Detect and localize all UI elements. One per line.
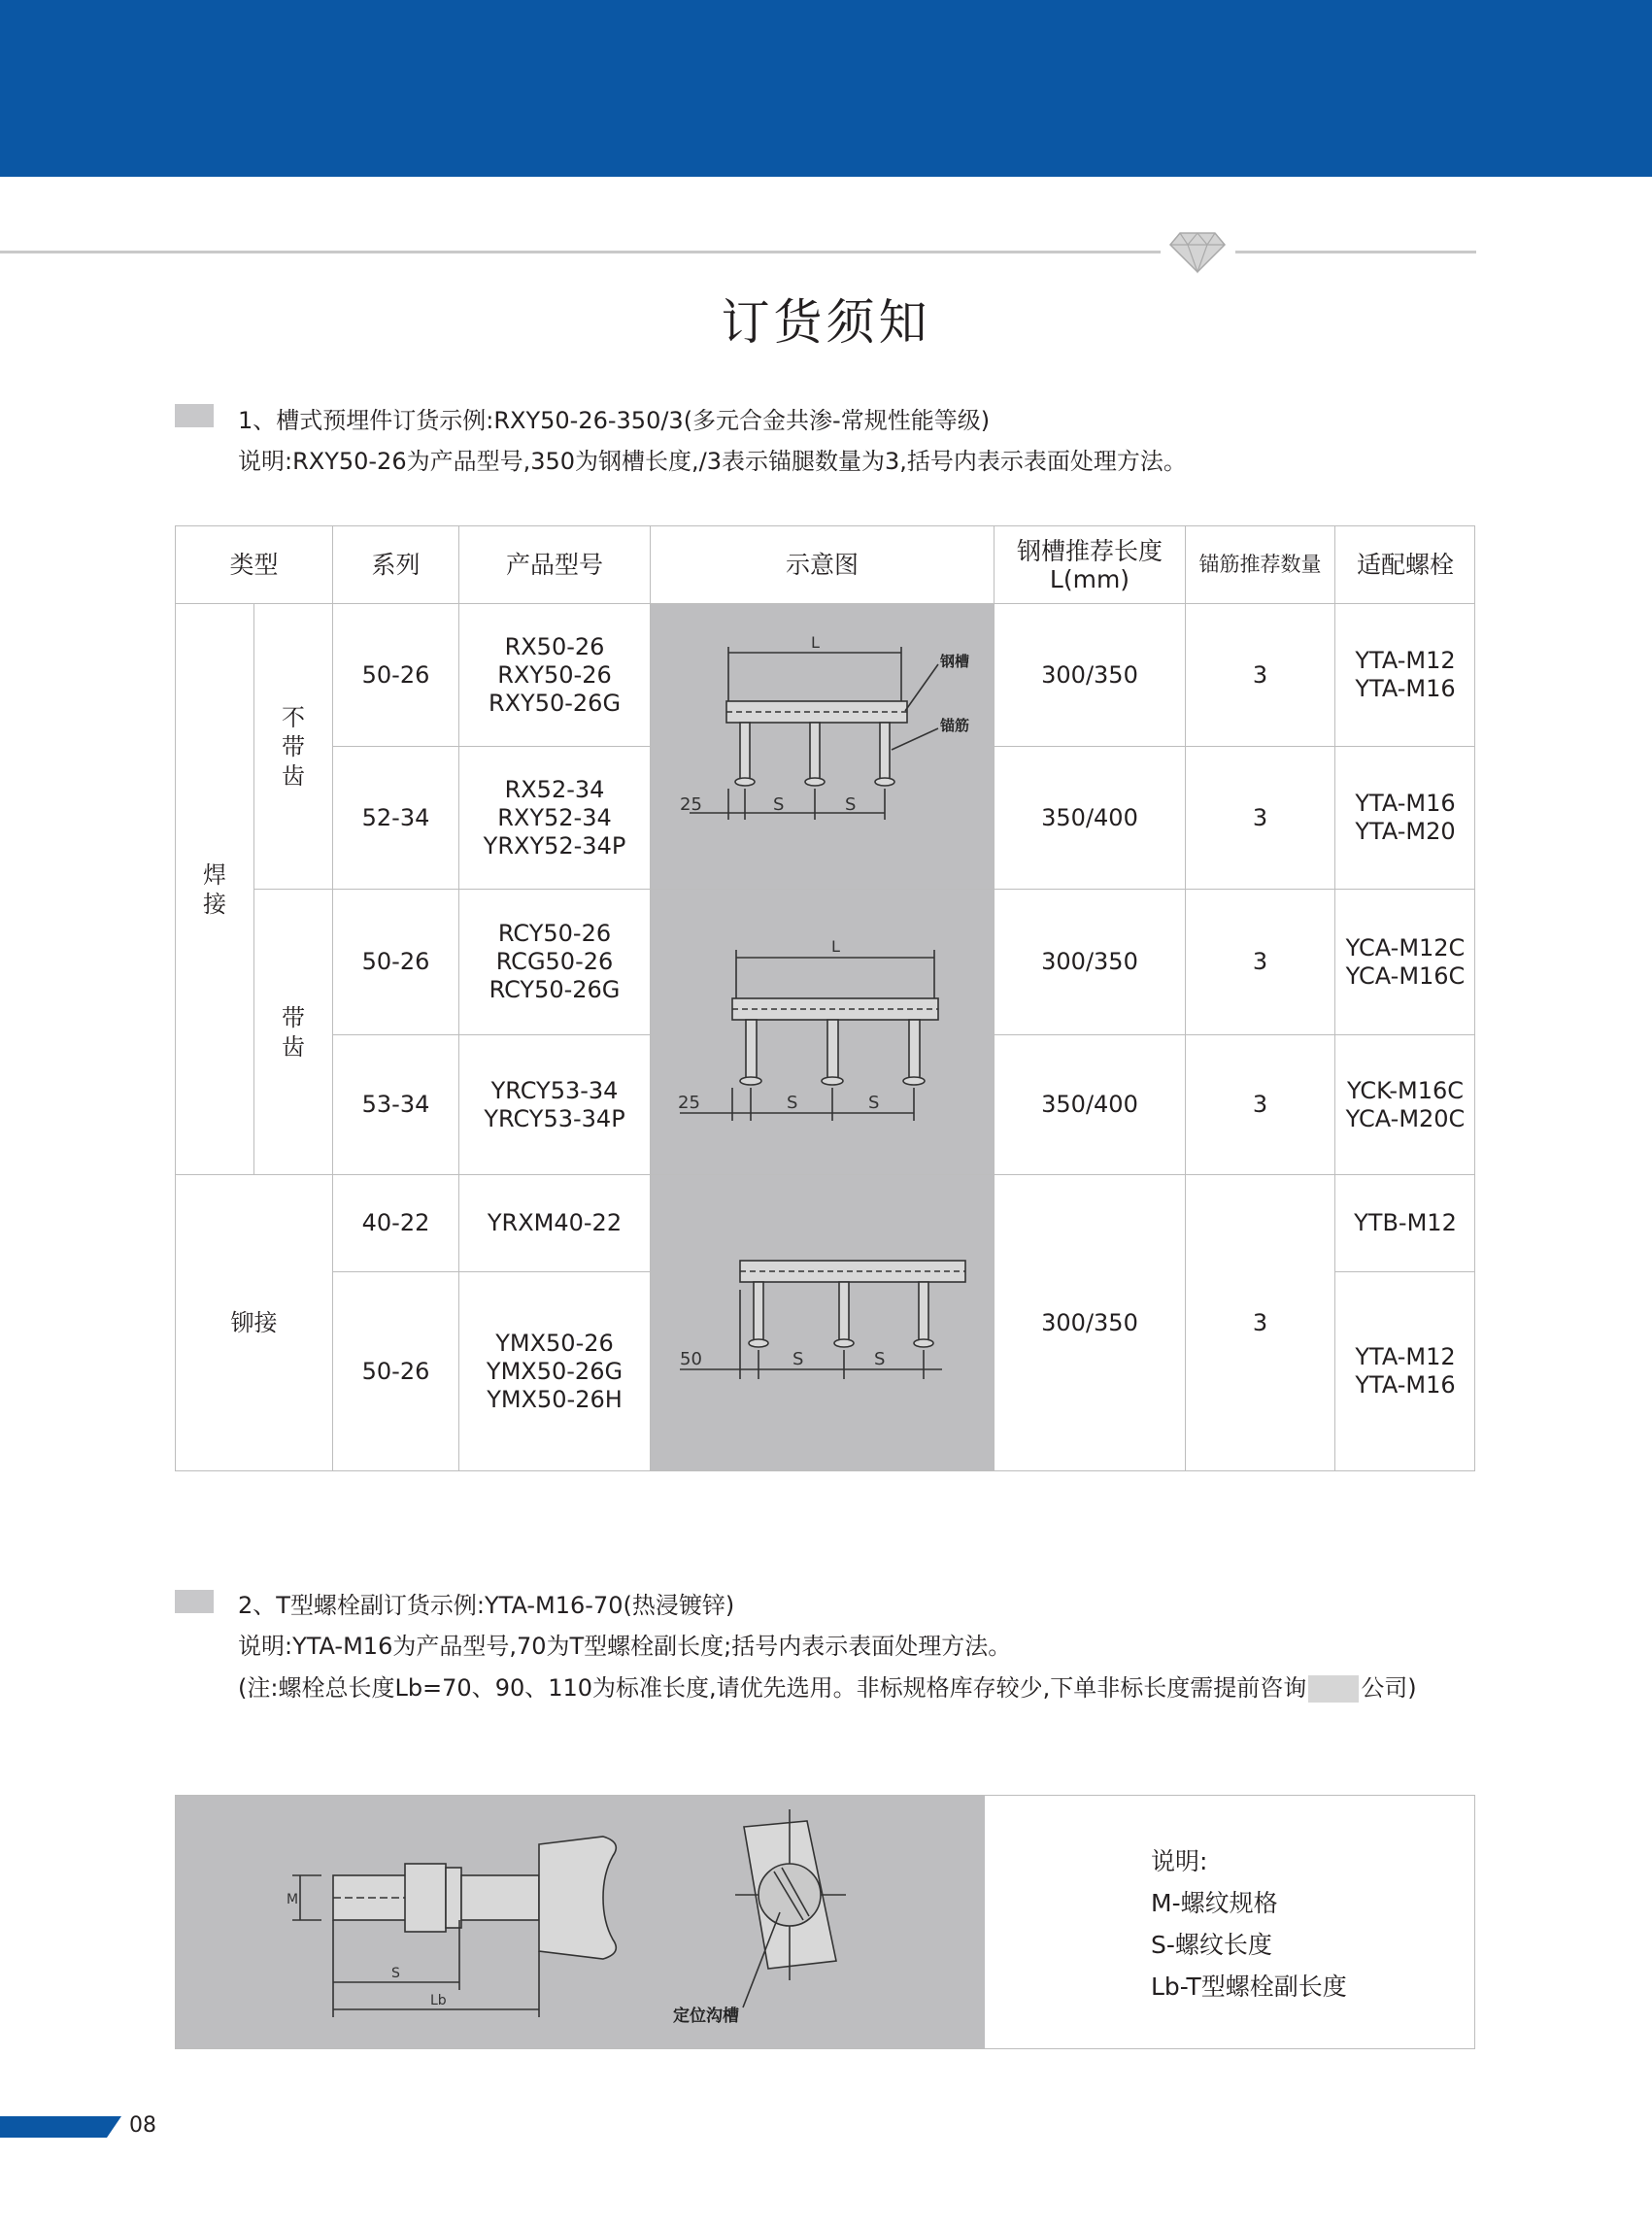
subgroup-teeth <box>254 890 333 1175</box>
header-length-line1: 钢槽推荐长度 <box>1016 536 1163 565</box>
bolt-cell <box>1335 890 1475 1035</box>
series-cell: 50-26 <box>333 1272 459 1470</box>
channel-anchor-teeth-drawing <box>651 890 995 1175</box>
model-item: YRXM40-22 <box>487 1209 623 1236</box>
group-weld <box>176 604 254 1175</box>
model-item: RXY50-26 <box>497 660 612 689</box>
model-item: YMX50-26G <box>486 1357 624 1385</box>
group-rivet: 铆接 <box>176 1175 333 1470</box>
section-marker <box>175 404 214 427</box>
header-banner <box>0 0 1652 177</box>
header-model: 产品型号 <box>459 526 651 604</box>
diagram-riveted <box>651 1175 995 1470</box>
bolt-figure <box>175 1795 1475 2049</box>
diagram-welded-teeth <box>651 890 995 1175</box>
bolt-cell <box>1335 1035 1475 1175</box>
header-bolt: 适配螺栓 <box>1335 526 1475 604</box>
model-item: RCY50-26 <box>497 920 612 947</box>
header-type: 类型 <box>176 526 333 604</box>
diamond-icon <box>1168 229 1227 274</box>
anchors-cell: 3 <box>1186 1175 1335 1470</box>
model-cell <box>459 747 651 890</box>
dim-label-L: L <box>811 633 820 652</box>
model-cell <box>459 1272 651 1470</box>
label-anchor-bar: 锚筋 <box>940 717 970 734</box>
redacted-company <box>1308 1675 1359 1703</box>
t-bolt-drawing <box>176 1796 985 2048</box>
model-item: RCG50-26 <box>495 948 614 975</box>
label-steel-channel: 钢槽 <box>940 653 970 670</box>
bolt-cell <box>1335 1272 1475 1470</box>
dim-label-50: 50 <box>680 1349 702 1369</box>
model-item: YMX50-26H <box>487 1385 623 1413</box>
product-table <box>175 525 1475 1471</box>
divider-rule <box>1235 251 1476 253</box>
channel-anchor-drawing <box>651 604 995 890</box>
bolt-item: YCA-M20C <box>1345 1104 1466 1132</box>
subgroup-teeth-chars: 带 齿 <box>282 1003 305 1061</box>
length-cell: 350/400 <box>995 1035 1186 1175</box>
legend-title: 说明: <box>1151 1847 1208 1875</box>
bolt-cell <box>1335 1175 1475 1272</box>
label-groove: 定位沟槽 <box>673 2007 739 2026</box>
label-M: M <box>287 1892 299 1907</box>
bolt-item: YTB-M12 <box>1354 1209 1457 1236</box>
model-item: RXY52-34 <box>497 803 612 831</box>
series-cell: 50-26 <box>333 604 459 747</box>
legend-s: S-螺纹长度 <box>1151 1931 1272 1959</box>
dim-label-S: S <box>868 1093 880 1113</box>
model-item: YRXY52-34P <box>483 831 626 860</box>
bolt-item: YCA-M16C <box>1345 961 1466 990</box>
bolt-item: YTA-M16 <box>1355 675 1456 702</box>
header-series: 系列 <box>333 526 459 604</box>
bolt-item: YTA-M16 <box>1355 790 1456 817</box>
model-item: RX52-34 <box>504 775 605 803</box>
page-title: 订货须知 <box>721 294 931 351</box>
model-item: RX50-26 <box>504 632 605 660</box>
page-number: 08 <box>129 2113 156 2138</box>
dim-label-S: S <box>787 1093 798 1113</box>
footnote-end: 公司) <box>1361 1674 1417 1702</box>
bolt-legend <box>1151 1840 1347 2007</box>
model-cell <box>459 1035 651 1175</box>
length-cell: 300/350 <box>995 890 1186 1035</box>
model-item: YMX50-26 <box>495 1329 614 1357</box>
dim-label-S: S <box>845 794 857 815</box>
series-cell: 52-34 <box>333 747 459 890</box>
section2-note: 说明:YTA-M16为产品型号,70为T型螺栓副长度;括号内表示表面处理方法。 <box>238 1633 1012 1660</box>
header-diagram: 示意图 <box>651 526 995 604</box>
anchors-cell: 3 <box>1186 890 1335 1035</box>
length-cell: 300/350 <box>995 604 1186 747</box>
model-item: YRCY53-34 <box>490 1076 619 1104</box>
subgroup-no-teeth-chars: 不 带 齿 <box>282 703 305 790</box>
divider-rule <box>0 251 1161 253</box>
length-cell: 350/400 <box>995 747 1186 890</box>
series-cell: 40-22 <box>333 1175 459 1272</box>
anchors-cell: 3 <box>1186 1035 1335 1175</box>
model-item: YRCY53-34P <box>484 1104 625 1132</box>
footer-accent <box>0 2116 121 2138</box>
dim-label-S: S <box>792 1349 804 1369</box>
model-cell <box>459 890 651 1035</box>
anchors-cell: 3 <box>1186 747 1335 890</box>
length-cell: 300/350 <box>995 1175 1186 1470</box>
section1-heading: 1、槽式预埋件订货示例:RXY50-26-350/3(多元合金共渗-常规性能等级) <box>238 407 991 434</box>
series-cell: 53-34 <box>333 1035 459 1175</box>
dim-label-S: S <box>874 1349 886 1369</box>
bolt-item: YCK-M16C <box>1347 1076 1464 1104</box>
header-length <box>995 526 1186 604</box>
dim-label-25: 25 <box>678 1093 700 1113</box>
header-length-line2: L(mm) <box>1049 564 1130 593</box>
section2-heading: 2、T型螺栓副订货示例:YTA-M16-70(热浸镀锌) <box>238 1592 735 1619</box>
label-S: S <box>391 1966 400 1981</box>
model-cell <box>459 604 651 747</box>
series-cell: 50-26 <box>333 890 459 1035</box>
subgroup-no-teeth <box>254 604 333 890</box>
legend-lb: Lb-T型螺栓副长度 <box>1151 1973 1347 2001</box>
bolt-item: YCA-M12C <box>1345 933 1466 961</box>
dim-label-25: 25 <box>680 794 702 815</box>
bolt-drawing-area <box>176 1796 985 2048</box>
group-weld-char: 焊 接 <box>203 860 226 918</box>
header-anchors: 锚筋推荐数量 <box>1186 526 1335 604</box>
model-cell <box>459 1175 651 1272</box>
section2-footnote <box>238 1669 1417 1703</box>
dim-label-S: S <box>773 794 785 815</box>
legend-m: M-螺纹规格 <box>1151 1889 1278 1917</box>
bolt-item: YTA-M20 <box>1355 818 1456 845</box>
footnote-text: (注:螺栓总长度Lb=70、90、110为标准长度,请优先选用。非标规格库存较少,下单非标长度需提前咨询 <box>238 1674 1307 1702</box>
bolt-item: YTA-M16 <box>1355 1371 1456 1399</box>
riveted-channel-drawing <box>651 1175 995 1470</box>
bolt-item: YTA-M12 <box>1355 647 1456 674</box>
section-marker <box>175 1590 214 1613</box>
dim-label-L: L <box>831 937 840 956</box>
section1-note: 说明:RXY50-26为产品型号,350为钢槽长度,/3表示锚腿数量为3,括号内表示表面处理方法。 <box>238 448 1187 475</box>
anchors-cell: 3 <box>1186 604 1335 747</box>
diagram-welded-plain <box>651 604 995 890</box>
bolt-cell <box>1335 747 1475 890</box>
label-Lb: Lb <box>430 1993 447 2008</box>
bolt-item: YTA-M12 <box>1355 1343 1456 1370</box>
model-item: RCY50-26G <box>489 976 621 1003</box>
model-item: RXY50-26G <box>488 689 622 717</box>
bolt-cell <box>1335 604 1475 747</box>
